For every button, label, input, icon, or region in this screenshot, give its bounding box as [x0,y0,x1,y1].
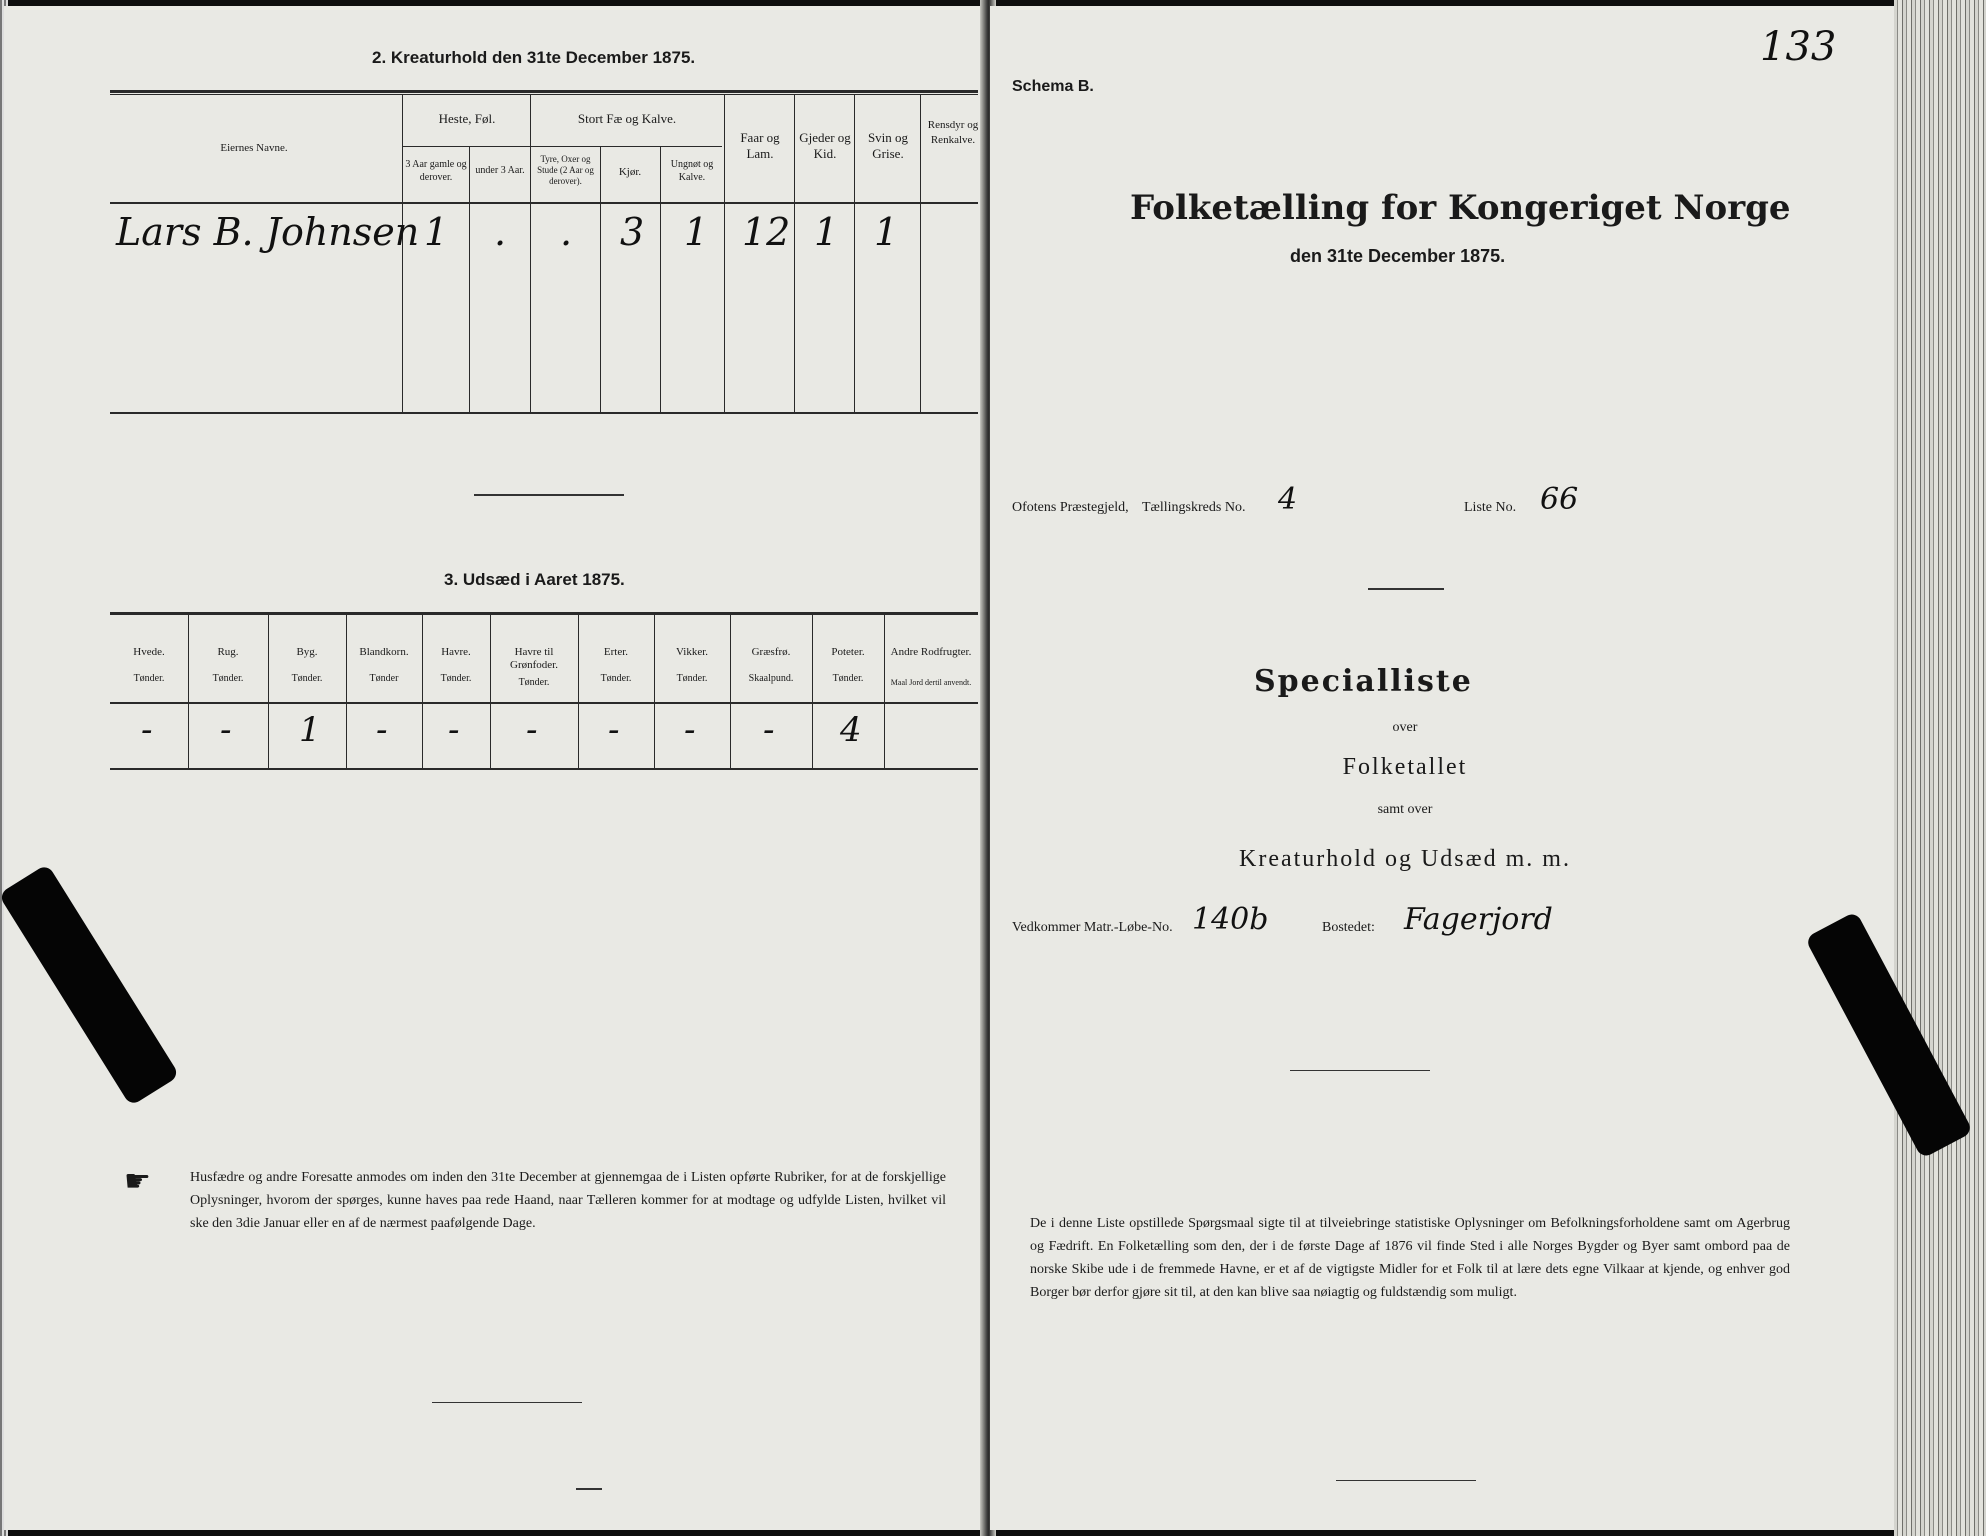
seed-column-header: Græsfrø. [751,646,791,658]
census-date: den 31te December 1875. [1290,246,1506,266]
column-rule [578,615,579,768]
matr-label: Vedkommer Matr.-Løbe-No. [1012,920,1173,935]
column-rule [490,615,491,768]
column-rule [920,94,921,412]
seed-column-header: Blandkorn. [359,646,409,658]
bosted-handwritten: Fagerjord [1404,902,1553,937]
goats-header: Gjeder og Kid. [799,130,851,161]
seed-column-header: Havre. [441,646,471,658]
left-page [4,6,986,1530]
bulls-value: . [560,210,573,254]
column-rule [346,615,347,768]
specialliste-heading: Specialliste [1254,664,1473,699]
table-rule [402,146,722,147]
list-number-handwritten: 66 [1540,482,1579,517]
column-rule [730,615,731,768]
over-text: over [1392,720,1418,735]
seed-value-handwritten: - [448,710,460,750]
seed-value-handwritten: - [141,710,153,750]
seed-value-handwritten: - [526,710,538,750]
horses-old-header: 3 Aar gamle og derover. [405,159,467,183]
seed-column-unit: Tønder. [676,673,708,684]
seed-column-unit: Maal Jord dertil anvendt. [890,678,972,687]
separator-line [1290,1070,1430,1071]
separator-line [1336,1480,1476,1481]
seed-column-header: Byg. [296,646,318,658]
owner-column-header: Eiernes Navne. [220,142,288,154]
seed-column-header: Erter. [603,646,629,658]
pointing-hand-icon: ☛ [124,1164,151,1199]
goats-value: 1 [814,210,839,254]
column-rule [469,146,470,412]
seed-column-header: Rug. [217,646,239,658]
cows-header: Kjør. [618,166,642,178]
column-rule [724,94,725,412]
sheep-value: 12 [742,210,791,254]
table-rule [110,702,978,704]
table-rule [110,412,978,414]
column-rule [794,94,795,412]
young-cattle-header: Ungnøt og Kalve. [670,159,714,183]
separator-line [474,494,624,496]
seed-column-unit: Tønder. [440,673,472,684]
seed-column-unit: Tønder. [291,673,323,684]
table-rule [110,202,978,204]
horses-young-value: . [494,210,507,254]
column-rule [654,615,655,768]
schema-label: Schema B. [1012,78,1094,95]
separator-line [432,1402,582,1403]
column-rule [422,615,423,768]
owner-name-handwritten: Lars B. Johnsen [116,210,420,254]
reindeer-header: Rensdyr og Renkalve. [927,119,979,146]
cattle-group-header: Stort Fæ og Kalve. [577,111,677,126]
seed-column-header: Andre Rodfrugter. [890,646,972,658]
horses-group-header: Heste, Føl. [438,111,496,126]
notice-paragraph: Husfædre og andre Foresatte anmodes om inden den 31te December at gjennemgaa de i Listen opførte Rubriker, for at de forskjellige Oplysninger, hvorom der spørges, kunne haves paa rede Haand, naar Tælleren kommer for at modtage og udfylde Listen, hvilket vil ske den 3die Januar eller en af de nærmest paafølgende Dage. [190,1170,946,1231]
right-page-edges [1894,0,1986,1536]
seed-value-handwritten: 1 [299,710,321,750]
bulls-header: Tyre, Oxer og Stude (2 Aar og derover). [537,154,594,186]
seed-column-header: Havre til Grønfoder. [510,646,558,671]
seed-column-unit: Tønder. [832,673,864,684]
seed-column-header: Poteter. [831,646,865,658]
district-label: Tællingskreds No. [1142,500,1246,515]
seed-heading: 3. Udsæd i Aaret 1875. [444,570,625,589]
livestock-heading: 2. Kreaturhold den 31te December 1875. [372,48,696,67]
seed-value-handwritten: - [684,710,696,750]
table-rule [110,94,978,95]
seed-column-unit: Tønder [369,673,399,684]
table-rule [110,90,978,93]
cows-value: 3 [620,210,645,254]
list-label: Liste No. [1464,500,1517,515]
sheep-header: Faar og Lam. [740,130,780,161]
seed-column-unit: Tønder. [133,673,165,684]
column-rule [600,146,601,412]
seed-column-unit: Tønder. [600,673,632,684]
column-rule [884,615,885,768]
column-rule [268,615,269,768]
separator-line [576,1488,602,1490]
seed-value-handwritten: - [608,710,620,750]
horses-old-value: 1 [424,210,449,254]
parish-label: Ofotens Præstegjeld, [1012,500,1129,515]
table-rule [110,612,978,615]
table-rule [110,768,978,770]
column-rule [660,146,661,412]
column-rule [812,615,813,768]
young-cattle-value: 1 [684,210,709,254]
seed-value-handwritten: - [376,710,388,750]
pigs-header: Svin og Grise. [867,130,909,161]
horses-young-header: under 3 Aar. [475,165,525,176]
samt-over-text: samt over [1377,802,1433,817]
matr-number-handwritten: 140b [1192,902,1269,937]
page-number-handwritten: 133 [1760,24,1837,70]
separator-line [1368,588,1444,590]
column-rule [854,94,855,412]
folketallet-heading: Folketallet [1342,754,1468,780]
bosted-label: Bostedet: [1322,920,1375,935]
seed-column-unit: Tønder. [212,673,244,684]
seed-column-unit: Tønder. [518,677,550,688]
census-title: Folketælling for Kongeriget Norge [1130,188,1791,228]
district-number-handwritten: 4 [1278,482,1298,517]
column-rule [188,615,189,768]
pigs-value: 1 [874,210,899,254]
right-page [990,6,1894,1530]
information-paragraph: De i denne Liste opstillede Spørgsmaal sigte til at tilveiebringe statistiske Oplysninger om Befolkningsforholdene samt om Agerbrug og Fædrift. En Folketælling som den, der i de første Dage af 1876 vil finde Sted i alle Norges Bygder og Byer samt ombord paa de norske Skibe ude i de fremmede Havne, er et af de vigtigste Midler for et Folk til at lære dets egne Vilkaar at kjende, og enhver god Borger bør derfor gjøre sit til, at den kan blive saa nøiagtig og fuldstændig som muligt. [1030,1216,1790,1300]
seed-column-header: Hvede. [133,646,165,658]
seed-column-unit: Skaalpund. [748,673,794,684]
column-rule [530,94,531,412]
kreaturhold-heading: Kreaturhold og Udsæd m. m. [1239,846,1571,872]
seed-value-handwritten: - [763,710,775,750]
seed-column-header: Vikker. [675,646,709,658]
seed-value-handwritten: - [220,710,232,750]
seed-value-handwritten: 4 [840,710,862,750]
